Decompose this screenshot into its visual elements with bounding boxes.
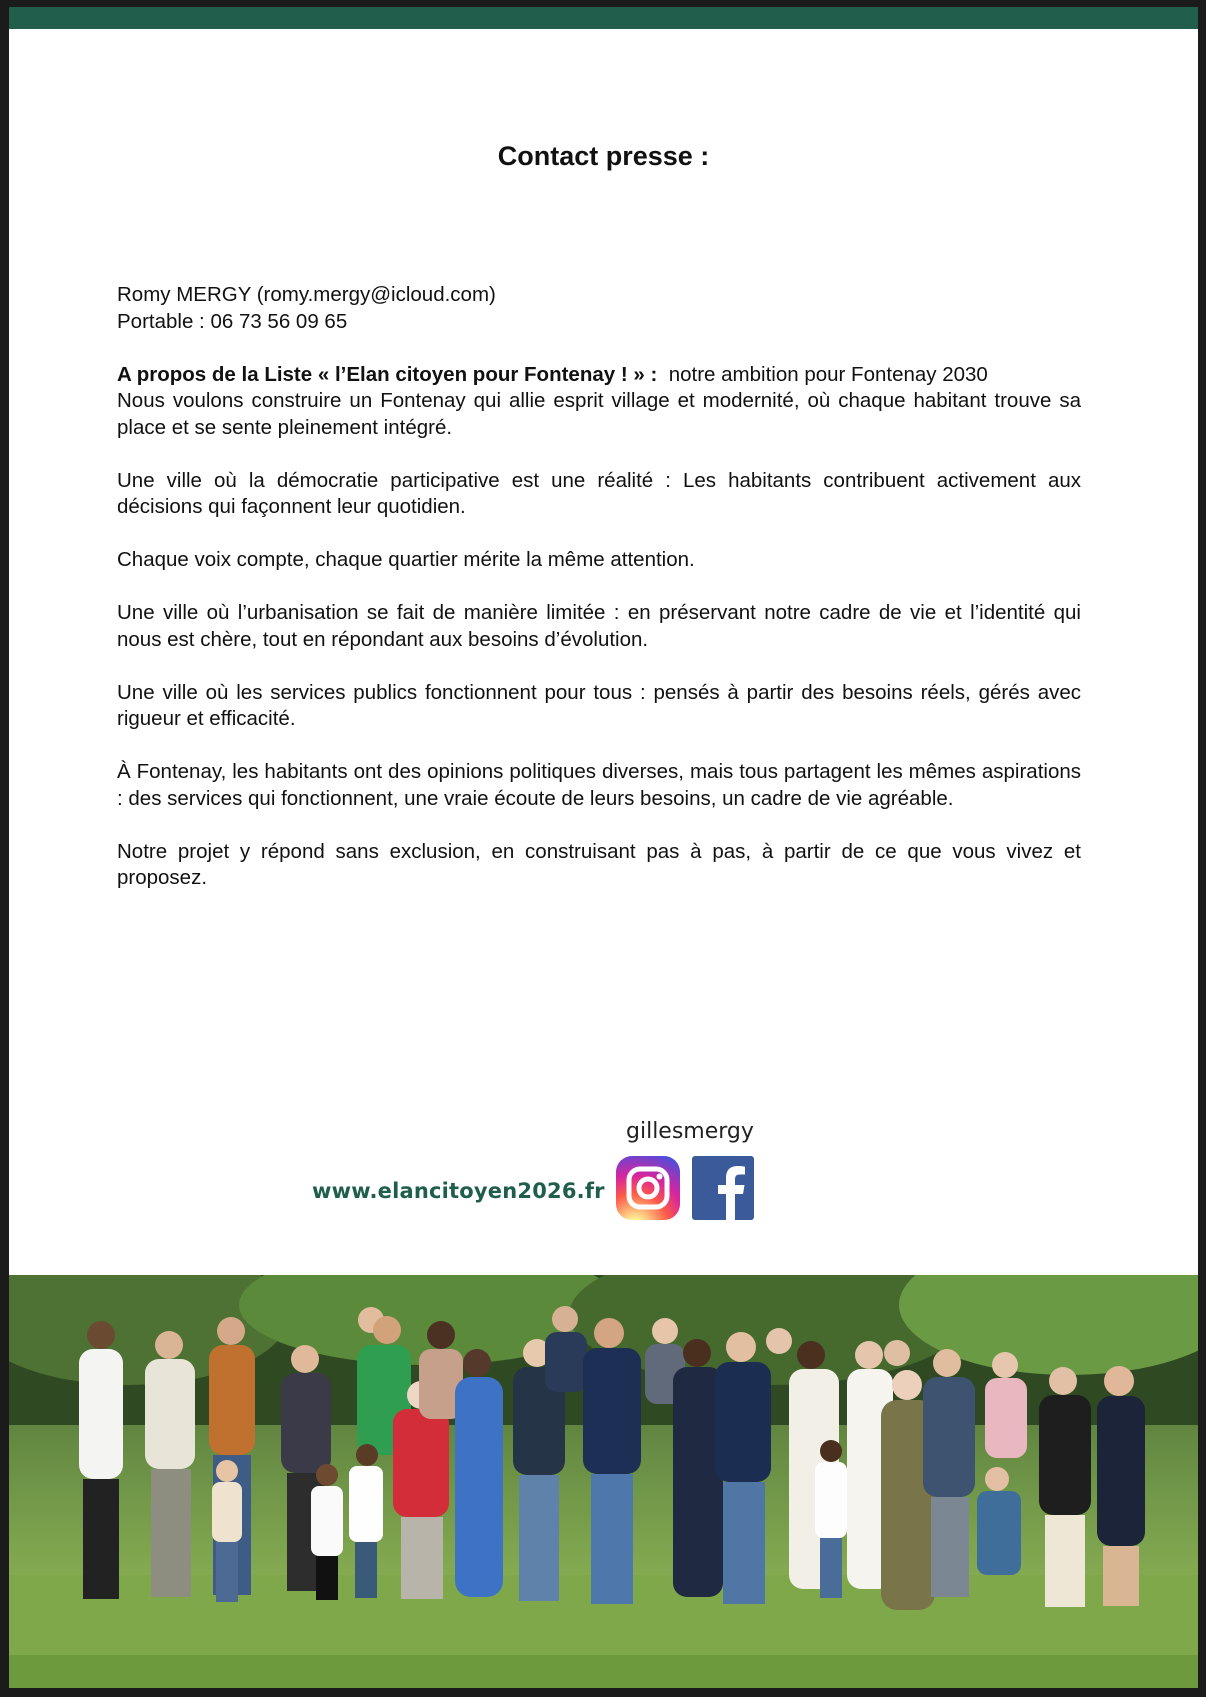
- paragraph-3: Chaque voix compte, chaque quartier mérite la même attention.: [117, 548, 695, 571]
- contact-name-email: Romy MERGY (romy.mergy@icloud.com): [117, 283, 496, 306]
- paragraph-7: Notre projet y répond sans exclusion, en construisant pas à pas, à partir de ce que vous vivez et proposez.: [117, 839, 1081, 889]
- about-tagline: notre ambition pour Fontenay 2030: [668, 362, 988, 386]
- about-heading: A propos de la Liste « l’Elan citoyen pour Fontenay ! » :: [117, 362, 658, 386]
- social-handle: gillesmergy: [626, 1119, 754, 1144]
- facebook-icon[interactable]: [692, 1156, 754, 1220]
- press-page: [9, 7, 1198, 1688]
- paragraph-4: Une ville où l’urbanisation se fait de manière limitée : en préservant notre cadre de vie et l’identité qui nous est chère, tout en répondant aux besoins d’évolution.: [117, 601, 1081, 651]
- paragraph-1: Nous voulons construire un Fontenay qui allie esprit village et modernité, où chaque habitant trouve sa place et se sente pleinement intégré.: [117, 389, 1081, 439]
- page-title: Contact presse :: [497, 141, 710, 171]
- paragraph-5: Une ville où les services publics fonctionnent pour tous : pensés à partir des besoins réels, gérés avec rigueur et efficacité.: [117, 680, 1081, 730]
- instagram-icon[interactable]: [616, 1156, 680, 1220]
- contact-block: [117, 282, 1081, 335]
- group-photo: [9, 1275, 1198, 1688]
- contact-phone: Portable : 06 73 56 09 65: [117, 309, 348, 333]
- paragraph-2: Une ville où la démocratie participative est une réalité : Les habitants contribuent activement aux décisions qui façonnent leur quotidien.: [117, 468, 1081, 518]
- paragraph-6: À Fontenay, les habitants ont des opinions politiques diverses, mais tous partagent les mêmes aspirations : des services qui fonctionnent, une vraie écoute de leurs besoins, un cadre de vie agréable.: [117, 760, 1081, 810]
- website-link[interactable]: www.elancitoyen2026.fr: [312, 1179, 605, 1203]
- top-color-band: [9, 7, 1198, 29]
- press-release-body: [117, 282, 1081, 918]
- about-block: [117, 362, 1081, 442]
